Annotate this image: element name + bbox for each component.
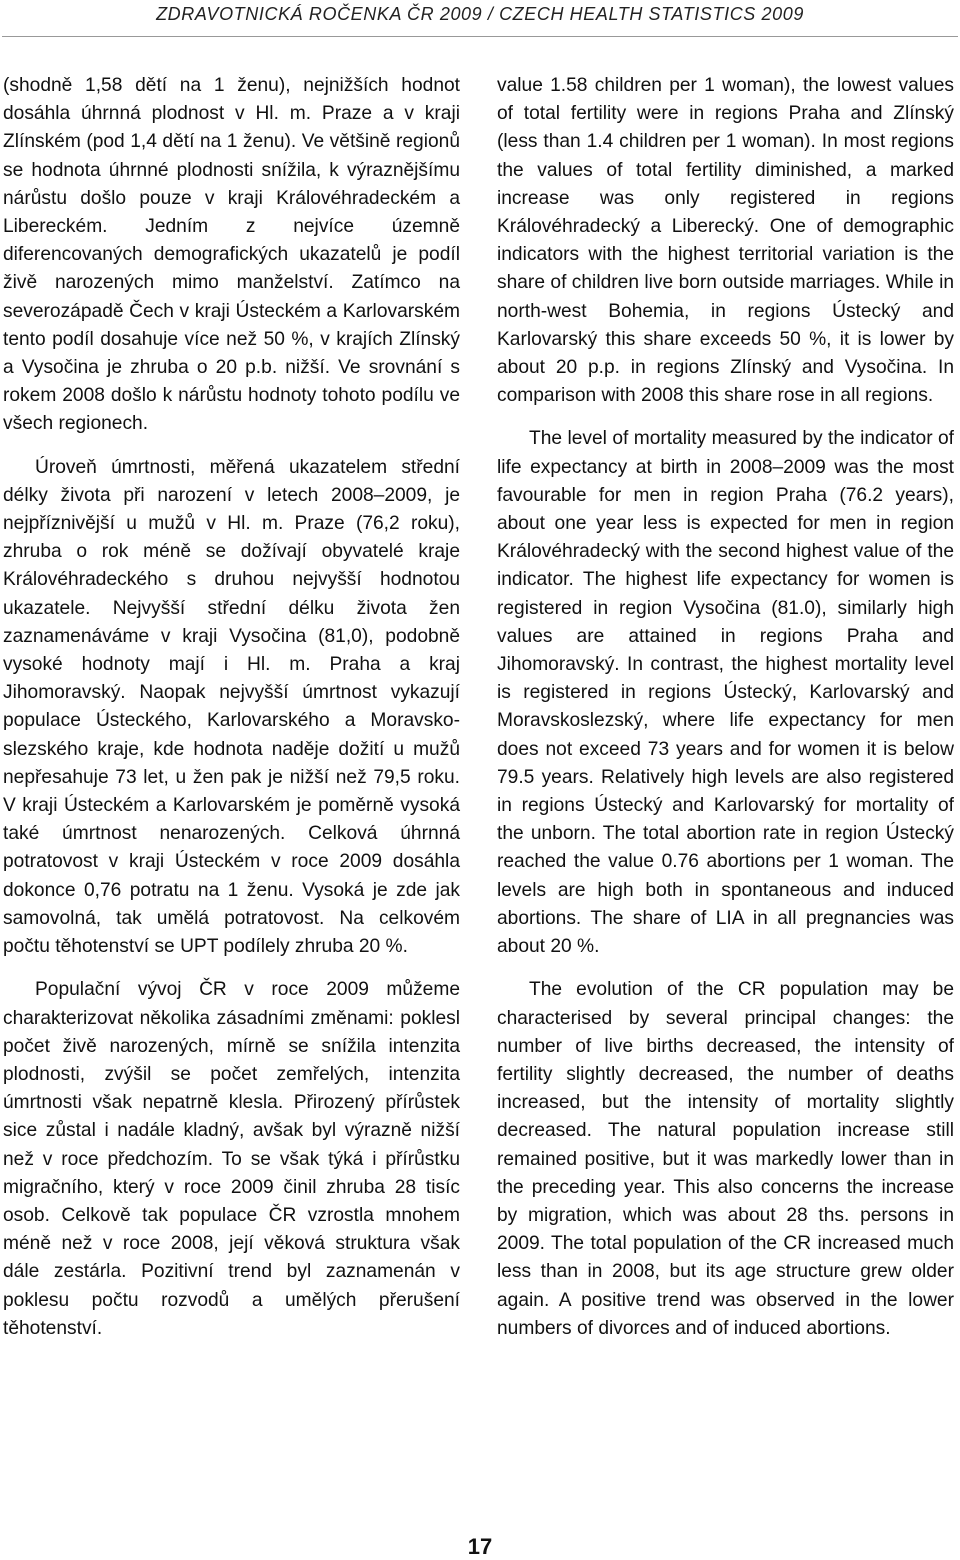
english-text-column	[497, 72, 954, 1343]
header-divider	[2, 36, 958, 37]
paragraph-mortality-en: The level of mortality measured by the indicator of life expectancy at birth in 2008–2009 was the most favourable for men in region Praha (76.2 years), about one year less is expected for men in region Královéhradecký with the second highest value of the indicator. The highest life expectancy for women is registered in region Vysočina (81.0), similarly high values are attained in regions Praha and Jihomoravský. In contrast, the highest mortality level is registered in regions Ústecký, Karlovarský and Moravskoslezský, where life expectancy for men does not exceed 73 years and for women it is below 79.5 years. Relatively high levels are also registered in regions Ústecký and Karlovarský for mortality of the unborn. The total abortion rate in region Ústecký reached the value 0.76 abortions per 1 woman. The levels are high both in spontaneous and induced abortions. The share of LIA in all pregnancies was about 20 %.	[497, 428, 954, 958]
paragraph-fertility-cz: (shodně 1,58 dětí na 1 ženu), nejnižších hodnot dosáhla úhrnná plodnost v Hl. m. Praze a v kraji Zlínském (pod 1,4 dětí na 1 ženu). Ve většině regionů se hodnota úhrnné plodnosti snížila, k výraznějšímu nárůstu došlo pouze v kraji Královéhradeckém a Libereckém. Jedním z nejvíce územně diferencovaných demografických ukazatelů je podíl živě narozených mimo manželství. Zatímco na severozápadě Čech v kraji Ústeckém a Karlovarském tento podíl dosahuje více než 50 %, v krajích Zlínský a Vysočina je zhruba o 20 p.b. nižší. Ve srovnání s rokem 2008 došlo k nárůstu hodnoty tohoto podílu ve všech regionech.	[3, 75, 460, 435]
paragraph-fertility-en: value 1.58 children per 1 woman), the lowest values of total fertility were in regions Praha and Zlínský (less than 1.4 children per 1 woman). In most regions the values of total fertility diminished, a marked increase was only registered in regions Královéhradecký a Liberecký. One of demographic indicators with the highest territorial variation is the share of children live born outside marriages. While in north-west Bohemia, in regions Ústecký and Karlovarský this share exceeds 50 %, it is lower by about 20 p.p. in regions Zlínský and Vysočina. In comparison with 2008 this share rose in all regions.	[497, 75, 954, 407]
paragraph-mortality-cz: Úroveň úmrtnosti, měřená ukazatelem střední délky života při narození v letech 2008–2009, je nejpříznivější u mužů v Hl. m. Praze (76,2 roku), zhruba o rok méně se dožívají obyvatelé kraje Královéhradeckého s druhou nejvyšší hodnotou ukazatele. Nejvyšší střední délku života žen zaznamenáváme v kraji Vysočina (81,0), podobně vysoké hodnoty mají i Hl. m. Praha a kraj Jihomoravský. Naopak nejvyšší úmrtnost vykazují populace Ústeckého, Karlovarského a Moravskoslezského kraje, kde hodnota naděje dožití u mužů nepřesahuje 73 let, u žen pak je nižší než 79,5 roku. V kraji Ústeckém a Karlovarském je poměrně vysoká také úmrtnost nenarozených. Celková úhrnná potratovost v kraji Ústeckém v roce 2009 dosáhla dokonce 0,76 potratu na 1 ženu. Vysoká je zde jak samovolná, tak umělá potratovost. Na celkovém počtu těhotenství se UPT podílely zhruba 20 %.	[3, 456, 460, 958]
page-number: 17	[467, 1534, 493, 1559]
paragraph-population-cz: Populační vývoj ČR v roce 2009 můžeme charakterizovat několika zásadními změnami: poklesl počet živě narozených, mírně se snížila intenzita plodnosti, zvýšil se počet zemřelých, intenzita úmrtnosti však nepatrně klesla. Přirozený přírůstek sice zůstal i nadále kladný, avšak byl výrazně nižší než v roce předchozím. To se však týká i přírůstku migračního, který v roce 2009 činil zhruba 28 tisíc osob. Celkově tak populace ČR vzrostla mnohem méně než v roce 2008, její věková struktura však dále zestárla. Pozitivní trend byl zaznamenán v poklesu počtu rozvodů a umělých přerušení těhotenství.	[3, 979, 460, 1339]
page-header-title: ZDRAVOTNICKÁ ROČENKA ČR 2009 / CZECH HEALTH STATISTICS 2009	[156, 4, 804, 24]
czech-text-column	[3, 72, 460, 1343]
paragraph-population-en: The evolution of the CR population may be characterised by several principal changes: the number of live births decreased, the intensity of fertility slightly decreased, the number of deaths increased, but the intensity of mortality slightly decreased. The natural population increase still remained positive, but it was markedly lower than in the preceding year. This also concerns the increase by migration, which was about 28 ths. persons in 2009. The total population of the CR increased much less than in 2008, but its age structure grew older again. A positive trend was observed in the lower numbers of divorces and of induced abortions.	[497, 979, 954, 1339]
